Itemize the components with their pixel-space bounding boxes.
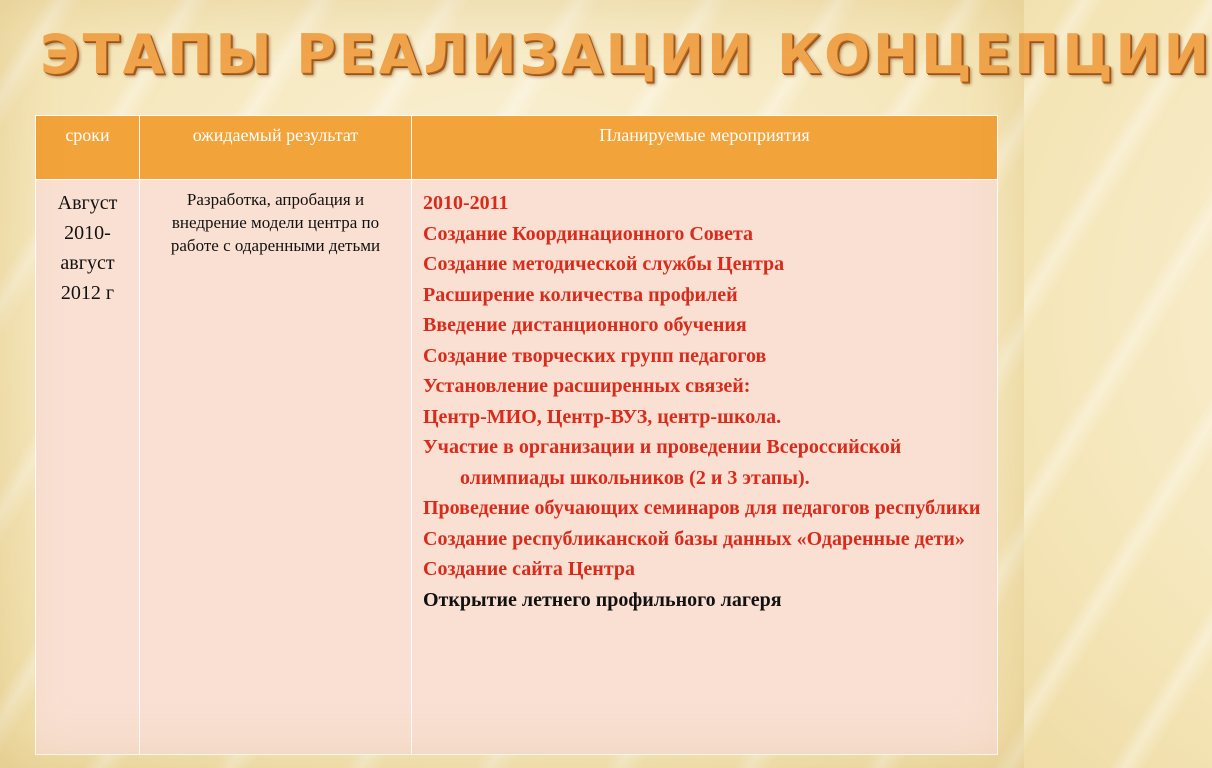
plan-item: Установление расширенных связей: [423, 375, 751, 397]
slide-title: ЭТАПЫ РЕАЛИЗАЦИИ КОНЦЕПЦИИ [40, 23, 1212, 86]
plan-item: Введение дистанционного обучения [423, 314, 747, 336]
planned-activities-cell [412, 180, 998, 755]
plan-item: Создание сайта Центра [423, 558, 636, 580]
table-row [36, 180, 998, 755]
implementation-stages-table [35, 115, 998, 755]
plan-item: Создание республиканской базы данных «Одаренные дети» [423, 527, 965, 550]
header-planned-activities: Планируемые мероприятия [412, 116, 998, 180]
header-expected-result: ожидаемый результат [140, 116, 412, 180]
plan-item: Центр-МИО, Центр-ВУЗ, центр-школа. [423, 405, 782, 428]
term-cell: Август 2010-август 2012 г [36, 180, 140, 755]
plan-item: Проведение обучающих семинаров для педагогов республики [423, 497, 981, 519]
plan-item: Создание Координационного Совета [423, 222, 754, 245]
table-header-row [36, 116, 998, 180]
plan-item-period: 2010-2011 [423, 192, 509, 214]
header-term: сроки [36, 116, 140, 180]
expected-result-cell: Разработка, апробация и внедрение модели центра по работе с одаренными детьми [140, 180, 412, 755]
plan-item: Создание методической службы Центра [423, 253, 785, 275]
plan-item: Расширение количества профилей [423, 283, 738, 306]
plan-item: Создание творческих групп педагогов [423, 344, 767, 367]
plan-item-summer-camp: Открытие летнего профильного лагеря [423, 588, 782, 611]
plan-item: Участие в организации и проведении Всероссийской олимпиады школьников (2 и 3 этапы). [423, 436, 902, 489]
